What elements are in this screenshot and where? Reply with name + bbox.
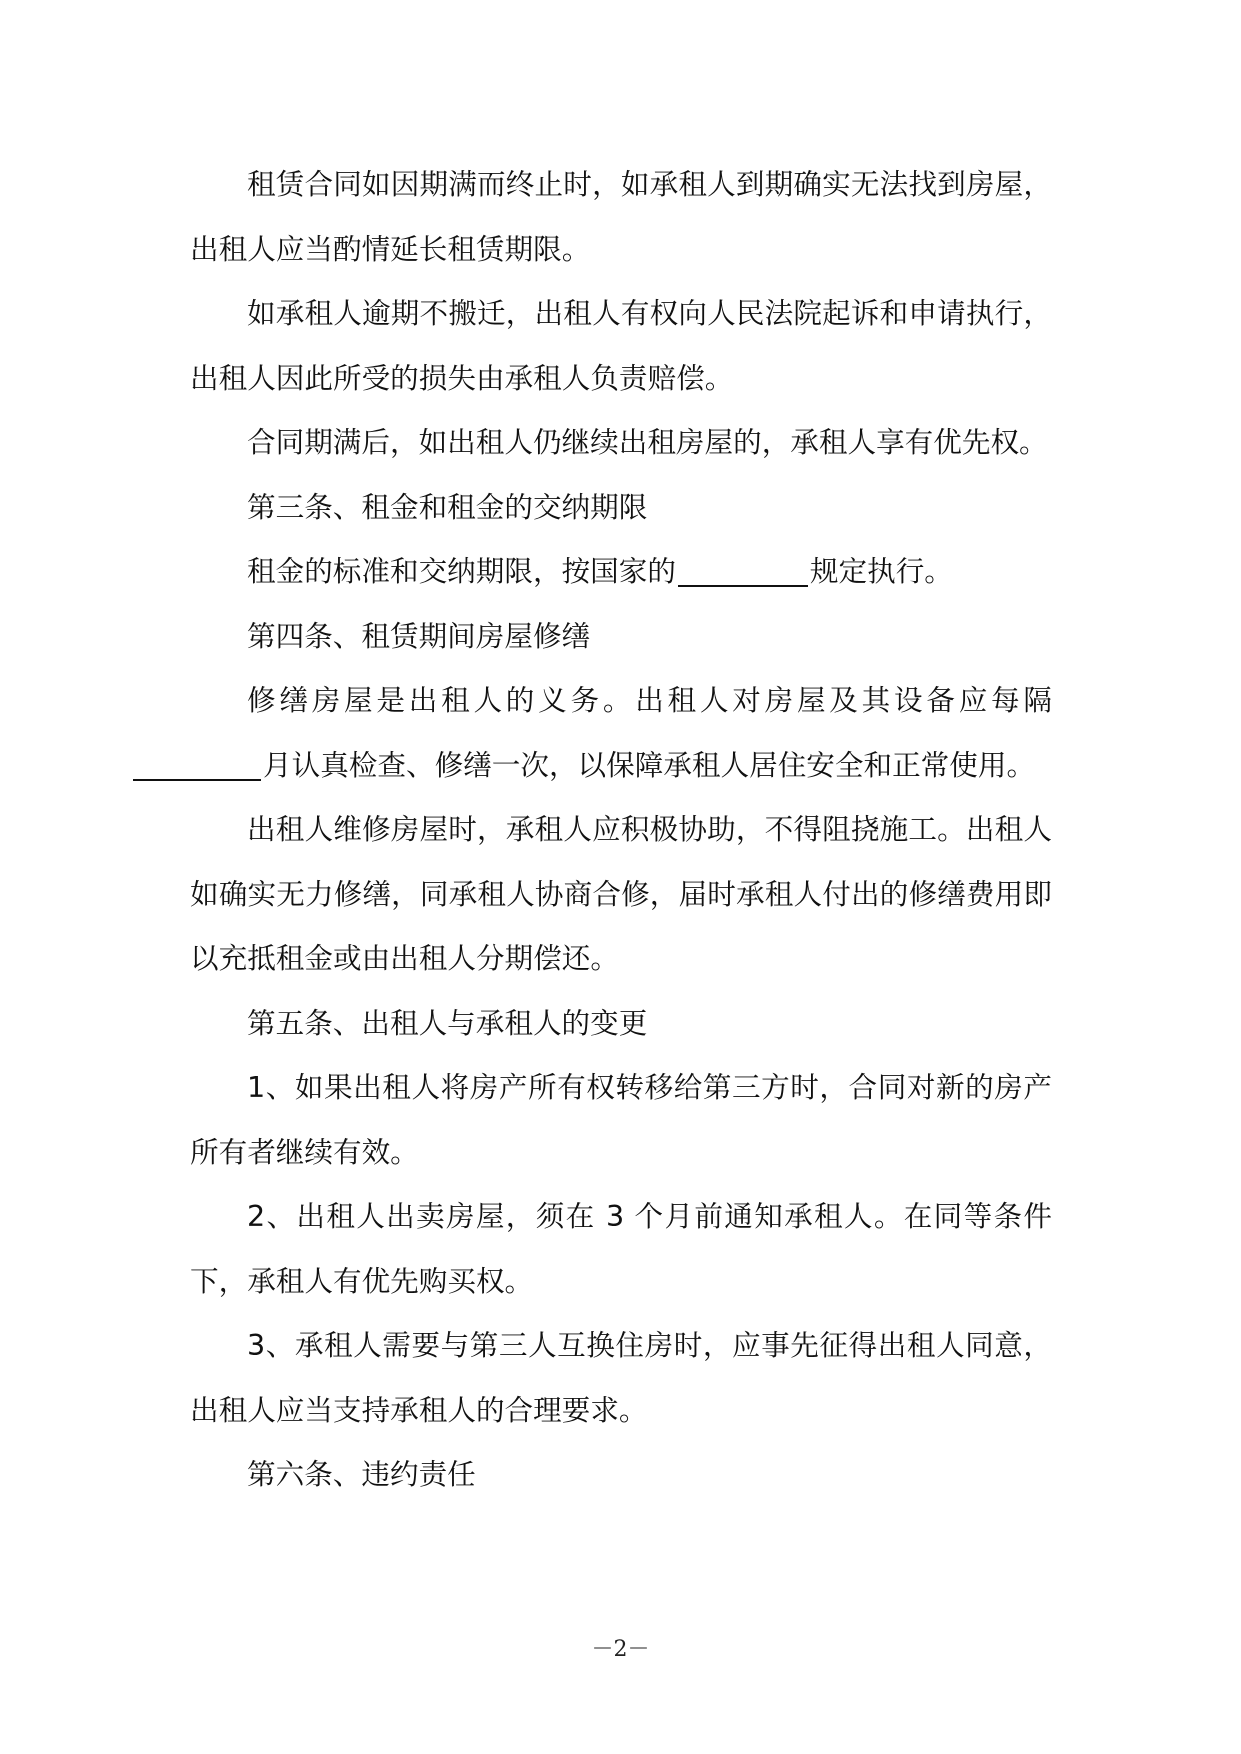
blank-underline — [678, 556, 808, 587]
clause-5-1: 1、如果出租人将房产所有权转移给第三方时，合同对新的房产所有者继续有效。 — [190, 1070, 1052, 1169]
repair-duty-line-1: 修缮房屋是出租人的义务。出租人对房屋及其设备应每隔 — [247, 683, 1052, 717]
clause-5-3: 3、承租人需要与第三人互换住房时，应事先征得出租人同意，出租人应当支持承租人的合理要求。 — [190, 1328, 1052, 1427]
paragraph-priority-right: 合同期满后，如出租人仍继续出租房屋的，承租人享有优先权。 — [247, 425, 1048, 459]
repair-duty-text-after: 月认真检查、修缮一次，以保障承租人居住安全和正常使用。 — [263, 747, 1036, 782]
rent-standard-text-before: 租金的标准和交纳期限，按国家的 — [247, 554, 676, 588]
article-5-heading: 第五条、出租人与承租人的变更 — [247, 1005, 648, 1040]
article-4-heading: 第四条、租赁期间房屋修缮 — [247, 618, 591, 653]
paragraph-repair-cooperation: 出租人维修房屋时，承租人应积极协助，不得阻挠施工。出租人如确实无力修缮，同承租人协商合修，届时承租人付出的修缮费用即以充抵租金或由出租人分期偿还。 — [190, 812, 1052, 975]
rent-standard-text-after: 规定执行。 — [809, 554, 953, 588]
article-3-heading: 第三条、租金和租金的交纳期限 — [247, 489, 648, 524]
paragraph-repair-duty — [190, 668, 1052, 797]
repair-duty-rest — [133, 733, 1052, 798]
paragraph-overdue-relocation: 如承租人逾期不搬迁，出租人有权向人民法院起诉和申请执行，出租人因此所受的损失由承租人负责赔偿。 — [190, 296, 1052, 395]
paragraph-rent-standard — [190, 539, 1052, 604]
clause-5-2: 2、出租人出卖房屋，须在 3 个月前通知承租人。在同等条件下，承租人有优先购买权。 — [190, 1199, 1052, 1298]
document-body — [190, 152, 1052, 1507]
page-number: －2－ — [591, 1637, 650, 1662]
paragraph-lease-expiry: 租赁合同如因期满而终止时，如承租人到期确实无法找到房屋，出租人应当酌情延长租赁期限。 — [190, 167, 1052, 266]
article-6-heading: 第六条、违约责任 — [247, 1457, 476, 1491]
blank-underline — [133, 750, 261, 781]
